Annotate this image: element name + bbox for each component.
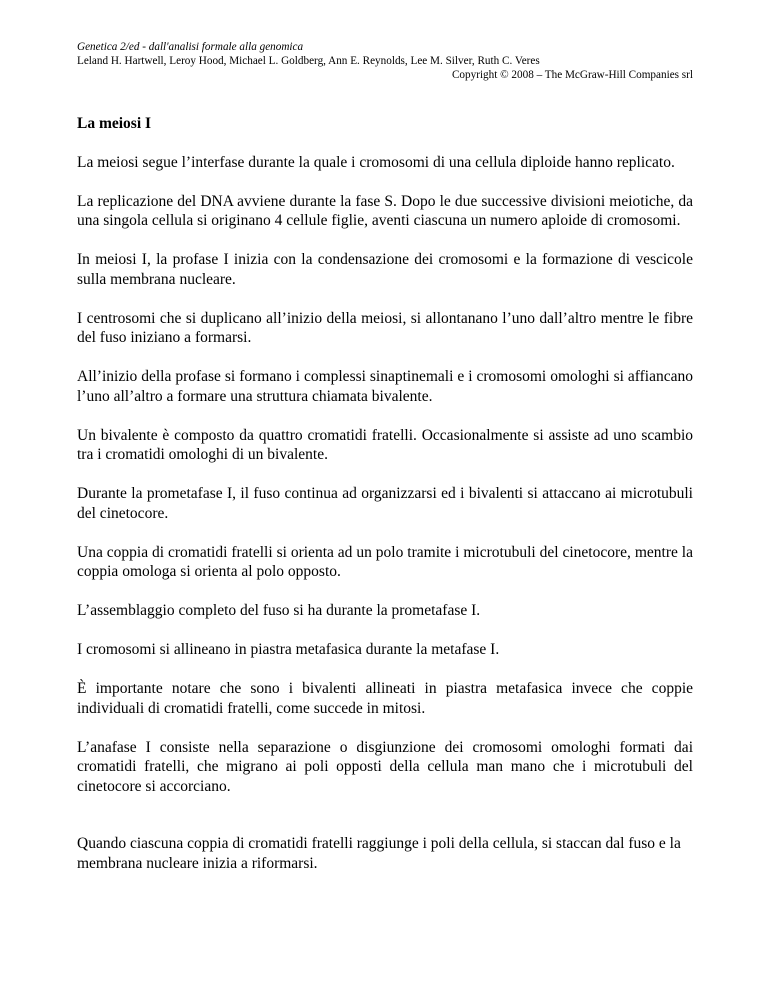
paragraph: All’inizio della profase si formano i complessi sinaptinemali e i cromosomi omologhi si affiancano l’uno all’altro a formare una struttura chiamata bivalente. — [77, 368, 693, 405]
document-body — [77, 114, 693, 893]
copyright: Copyright © 2008 – The McGraw-Hill Companies srl — [451, 69, 693, 81]
paragraph: È importante notare che sono i bivalenti allineati in piastra metafasica invece che coppie individuali di cromatidi fratelli, come succede in mitosi. — [77, 680, 693, 717]
book-title: Genetica 2/ed - dall'analisi formale alla genomica — [77, 41, 304, 53]
paragraph: L’anafase I consiste nella separazione o disgiunzione dei cromosomi omologhi formati dai cromatidi fratelli, che migrano ai poli opposti della cellula man mano che i microtubuli del cinetocore si accorciano. — [77, 738, 693, 795]
paragraph: Durante la prometafase I, il fuso continua ad organizzarsi ed i bivalenti si attaccano ai microtubuli del cinetocore. — [77, 485, 693, 522]
paragraph: Un bivalente è composto da quattro cromatidi fratelli. Occasionalmente si assiste ad uno scambio tra i cromatidi omologhi di un bivalente. — [77, 426, 693, 463]
paragraph: La meiosi segue l’interfase durante la quale i cromosomi di una cellula diploide hanno replicato. — [77, 153, 675, 171]
paragraph: Quando ciascuna coppia di cromatidi fratelli raggiunge i poli della cellula, si staccan dal fuso e la membrana nucleare inizia a riformarsi. — [77, 835, 681, 872]
section-title: La meiosi I — [77, 115, 152, 132]
paragraph: La replicazione del DNA avviene durante la fase S. Dopo le due successive divisioni meiotiche, da una singola cellula si originano 4 cellule figlie, aventi ciascuna un numero aploide di cromosomi. — [77, 192, 693, 229]
paragraph: In meiosi I, la profase I inizia con la condensazione dei cromosomi e la formazione di vescicole sulla membrana nucleare. — [77, 251, 693, 288]
paragraph: L’assemblaggio completo del fuso si ha durante la prometafase I. — [77, 602, 481, 619]
paragraph: I cromosomi si allineano in piastra metafasica durante la metafase I. — [77, 641, 500, 658]
paragraph: I centrosomi che si duplicano all’inizio della meiosi, si allontanano l’uno dall’altro mentre le fibre del fuso iniziano a formarsi. — [77, 309, 693, 346]
paragraph: Una coppia di cromatidi fratelli si orienta ad un polo tramite i microtubuli del cinetocore, mentre la coppia omologa si orienta al polo opposto. — [77, 543, 693, 580]
page-header — [77, 40, 693, 82]
authors: Leland H. Hartwell, Leroy Hood, Michael L. Goldberg, Ann E. Reynolds, Lee M. Silver, Ruth C. Veres — [77, 55, 540, 67]
